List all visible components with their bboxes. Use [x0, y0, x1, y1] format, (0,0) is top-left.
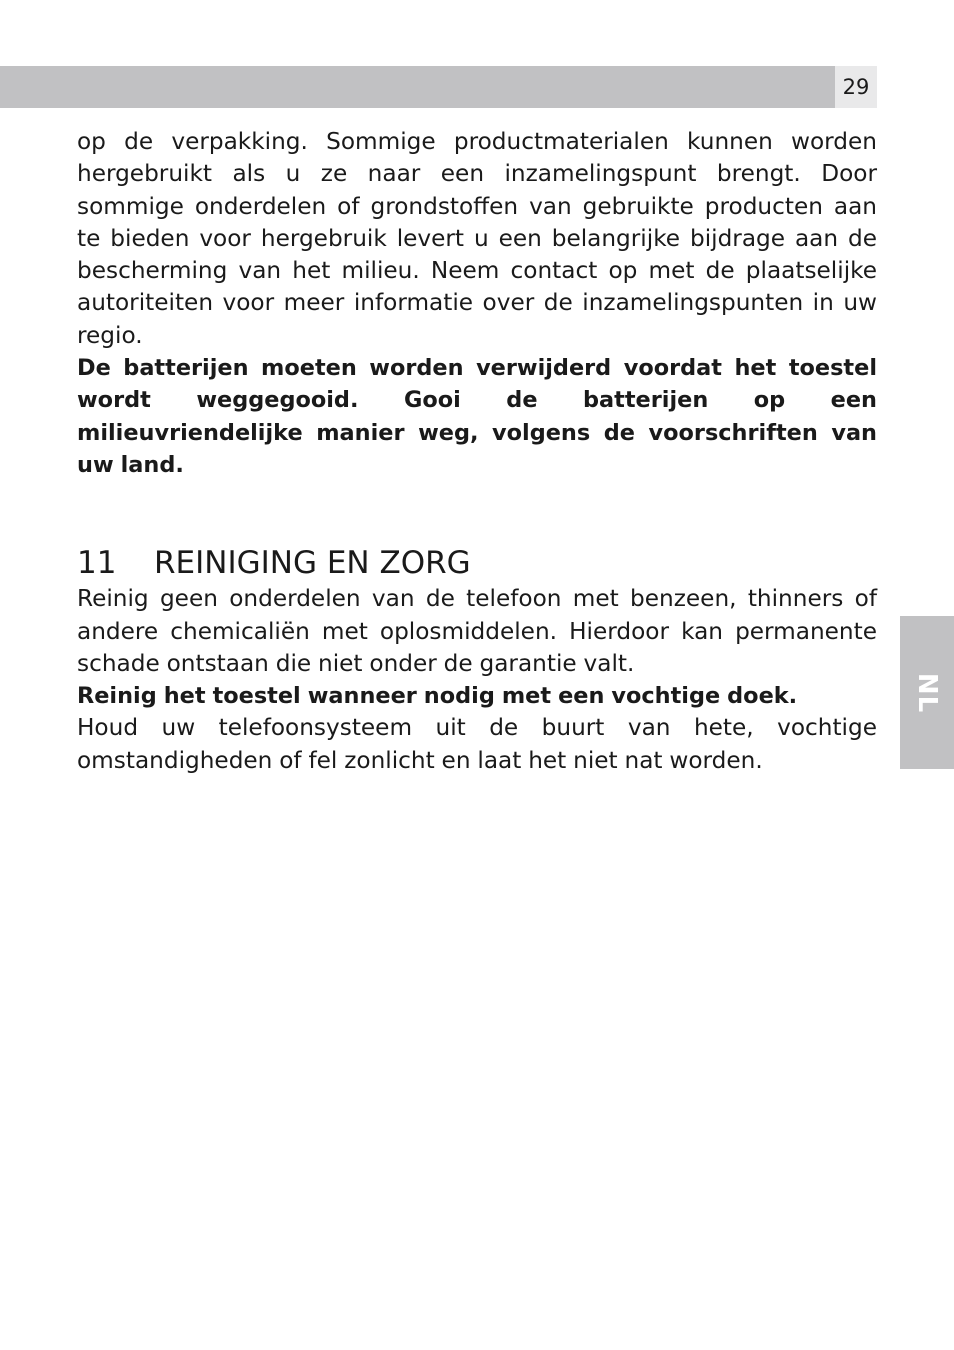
section-heading [77, 543, 877, 583]
battery-disposal-paragraph: De batterijen moeten worden verwijderd voordat het toestel wordt weggegooid. Gooi de batterijen op een milieuvriendelijke manier weg, volgens de voorschriften van uw land. [77, 355, 877, 478]
section-number: 11 [77, 545, 117, 582]
page-number [835, 66, 877, 108]
cleaning-warning-paragraph: Reinig geen onderdelen van de telefoon met benzeen, thinners of andere chemicaliën met oplosmiddelen. Hierdoor kan permanente schade ontstaan die niet onder de garantie valt. [77, 585, 877, 677]
language-tab-label: NL [911, 672, 942, 713]
environment-care-paragraph: Houd uw telefoonsysteem uit de buurt van hete, vochtige omstandigheden of fel zonlicht en laat het niet nat worden. [77, 714, 877, 774]
recycling-paragraph: op de verpakking. Sommige productmaterialen kunnen worden hergebruikt als u ze naar een inzamelingspunt brengt. Door sommige onderdelen of grondstoffen van gebruikte producten aan te bieden voor hergebruik levert u een belangrijke bijdrage aan de bescherming van het milieu. Neem contact op met de plaatselijke autoriteiten voor meer informatie over de inzamelingspunten in uw regio. [77, 128, 877, 349]
page-number-text: 29 [842, 75, 870, 99]
section-title: REINIGING EN ZORG [154, 545, 471, 582]
page-content [77, 126, 877, 777]
language-tab [900, 616, 954, 769]
header-bar [0, 66, 835, 108]
cleaning-instruction-paragraph: Reinig het toestel wanneer nodig met een vochtige doek. [77, 683, 798, 710]
